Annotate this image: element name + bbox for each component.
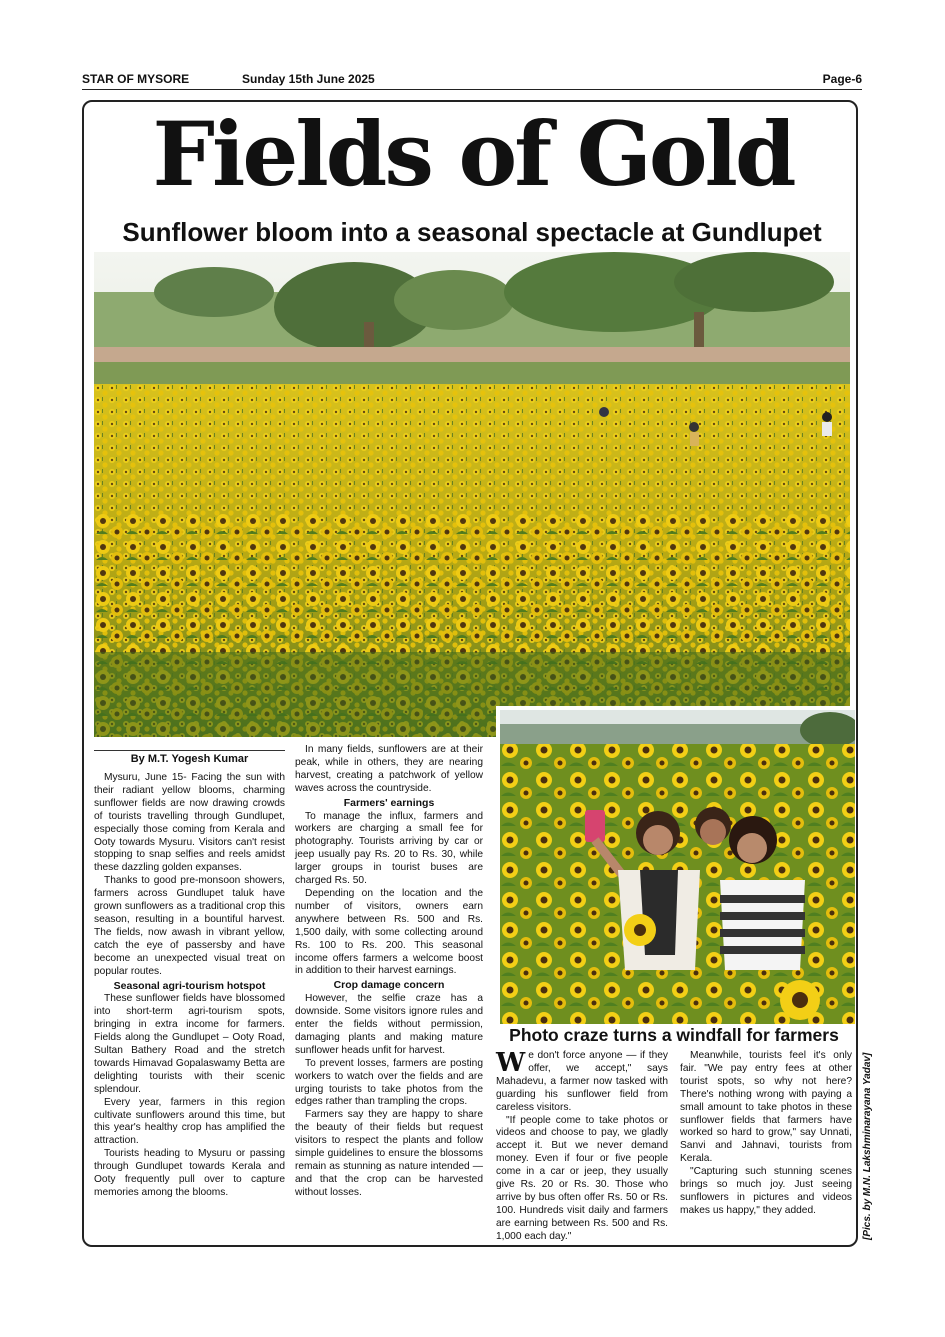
photo-credit: [Pics. by M.N. Lakshminarayana Yadav] — [862, 1052, 873, 1240]
story-paragraph: To manage the influx, farmers and workers are charging a small fee for photography. Tourists arriving by car or jeep usually pay Rs. 20 to Rs. 30, while larger groups in tourist buses are charged Rs. 50. — [295, 810, 483, 887]
subhead: Farmers' earnings — [343, 796, 435, 809]
selfie-illustration — [500, 710, 855, 1024]
deck: Sunflower bloom into a seasonal spectacle at Gundlupet — [122, 217, 822, 247]
story-paragraph: Meanwhile, tourists feel it's only fair. "We pay entry fees at other tourist spots, so why not here? There's nothing wrong with paying a small amount to take photos in these sunflower fields that farmers have worked so hard to grow," say Unnati, Sanvi and Jahnavi, tourists from Kerala. — [680, 1050, 852, 1165]
subhead: Crop damage concern — [333, 979, 445, 992]
masthead — [82, 72, 862, 88]
headline: Fields of Gold — [152, 102, 794, 206]
story-paragraph: To prevent losses, farmers are posting workers to watch over the fields and are urging tourists to take photos from the edges rather than trampling the crops. — [295, 1057, 483, 1108]
inset-photo-selfie — [496, 706, 855, 1024]
subhead: Seasonal agri-tourism hotspot — [113, 979, 266, 992]
story-column-2 — [295, 744, 483, 1200]
masthead-rule — [82, 89, 862, 90]
story-paragraph: Farmers say they are happy to share the beauty of their fields but request visitors to respect the plants and follow simple guidelines to ensure the blossoms remain as stunning as nature intended — and that the crop can be harvested without losses. — [295, 1109, 483, 1198]
story-column-1 — [94, 772, 285, 1200]
story-paragraph: Depending on the location and the number of visitors, owners earn anywhere between Rs. 500 and Rs. 1,500 daily, with some collecting around Rs. 100 to Rs. 200. This seasonal income offers farmers a welcome boost in addition to their harvest earnings. — [295, 887, 483, 977]
byline: By M.T. Yogesh Kumar — [94, 750, 285, 767]
dropcap-paragraph-text: e don't force anyone — if they offer, we accept," says Mahadevu, a farmer now tasked with guarding his sunflower field from careless visitors. — [496, 1050, 668, 1113]
story-paragraph: Mysuru, June 15- Facing the sun with their radiant yellow blooms, charming sunflower fields are now drawing crowds of tourists travelling through Gundlupet, especially those coming from Kerala and Ooty towards Mysuru. Visitors can't resist stopping to snap selfies and reels amidst these dazzling golden expanses. — [94, 772, 285, 874]
story-paragraph: However, the selfie craze has a downside. Some visitors ignore rules and enter the fields without permission, damaging plants and making mature sunflower heads unfit for harvest. — [295, 993, 483, 1056]
main-photo-sunflower-field — [94, 252, 850, 737]
story-paragraph: Thanks to good pre-monsoon showers, farmers across Gundlupet taluk have grown sunflowers as a traditional crop this season, resulting in a bountiful harvest. The fields, now awash in vibrant yellow, catch the eye of passersby and have become an unexpected visual treat on popular routes. — [94, 875, 285, 977]
story-paragraph — [496, 1050, 668, 1115]
dropcap: W — [496, 1048, 526, 1078]
second-story-column-2 — [680, 1050, 852, 1218]
page-number: Page-6 — [822, 72, 862, 86]
paper-name: STAR OF MYSORE — [82, 72, 190, 86]
story-paragraph: Tourists heading to Mysuru or passing through Gundlupet towards Kerala and Ooty frequently pull over to capture memories among the blooms. — [94, 1148, 285, 1198]
sunflower-field-illustration — [94, 252, 850, 737]
issue-date: Sunday 15th June 2025 — [242, 72, 375, 86]
second-story-headline: Photo craze turns a windfall for farmers — [509, 1025, 839, 1045]
second-story-column-1 — [496, 1050, 668, 1244]
story-paragraph: Every year, farmers in this region cultivate sunflowers around this time, but this year's healthy crop has amplified the attraction. — [94, 1096, 285, 1147]
story-paragraph: "Capturing such stunning scenes brings so much joy. Just seeing sunflowers in pictures and videos makes us happy," they added. — [680, 1166, 852, 1216]
story-paragraph: In many fields, sunflowers are at their peak, while in others, they are nearing harvest, creating a patchwork of yellow waves across the countryside. — [295, 744, 483, 794]
story-paragraph: "If people come to take photos or videos and choose to pay, we gladly accept it. But we never demand money. Even if four or five people come in a car or jeep, they usually give Rs. 20 or Rs. 30. Those who arrive by bus often offer Rs. 50 or Rs. 100. Hundreds visit daily and farmers are earning between Rs. 500 and Rs. 1,000 each day." — [496, 1114, 668, 1242]
story-paragraph: These sunflower fields have blossomed into short-term agri-tourism spots, bringing in extra income for farmers. Fields along the Gundlupet – Ooty Road, Sultan Bathery Road and the stretch towards Himavad Gopalaswamy Betta are delighting tourists with their scenic splendour. — [94, 993, 285, 1095]
